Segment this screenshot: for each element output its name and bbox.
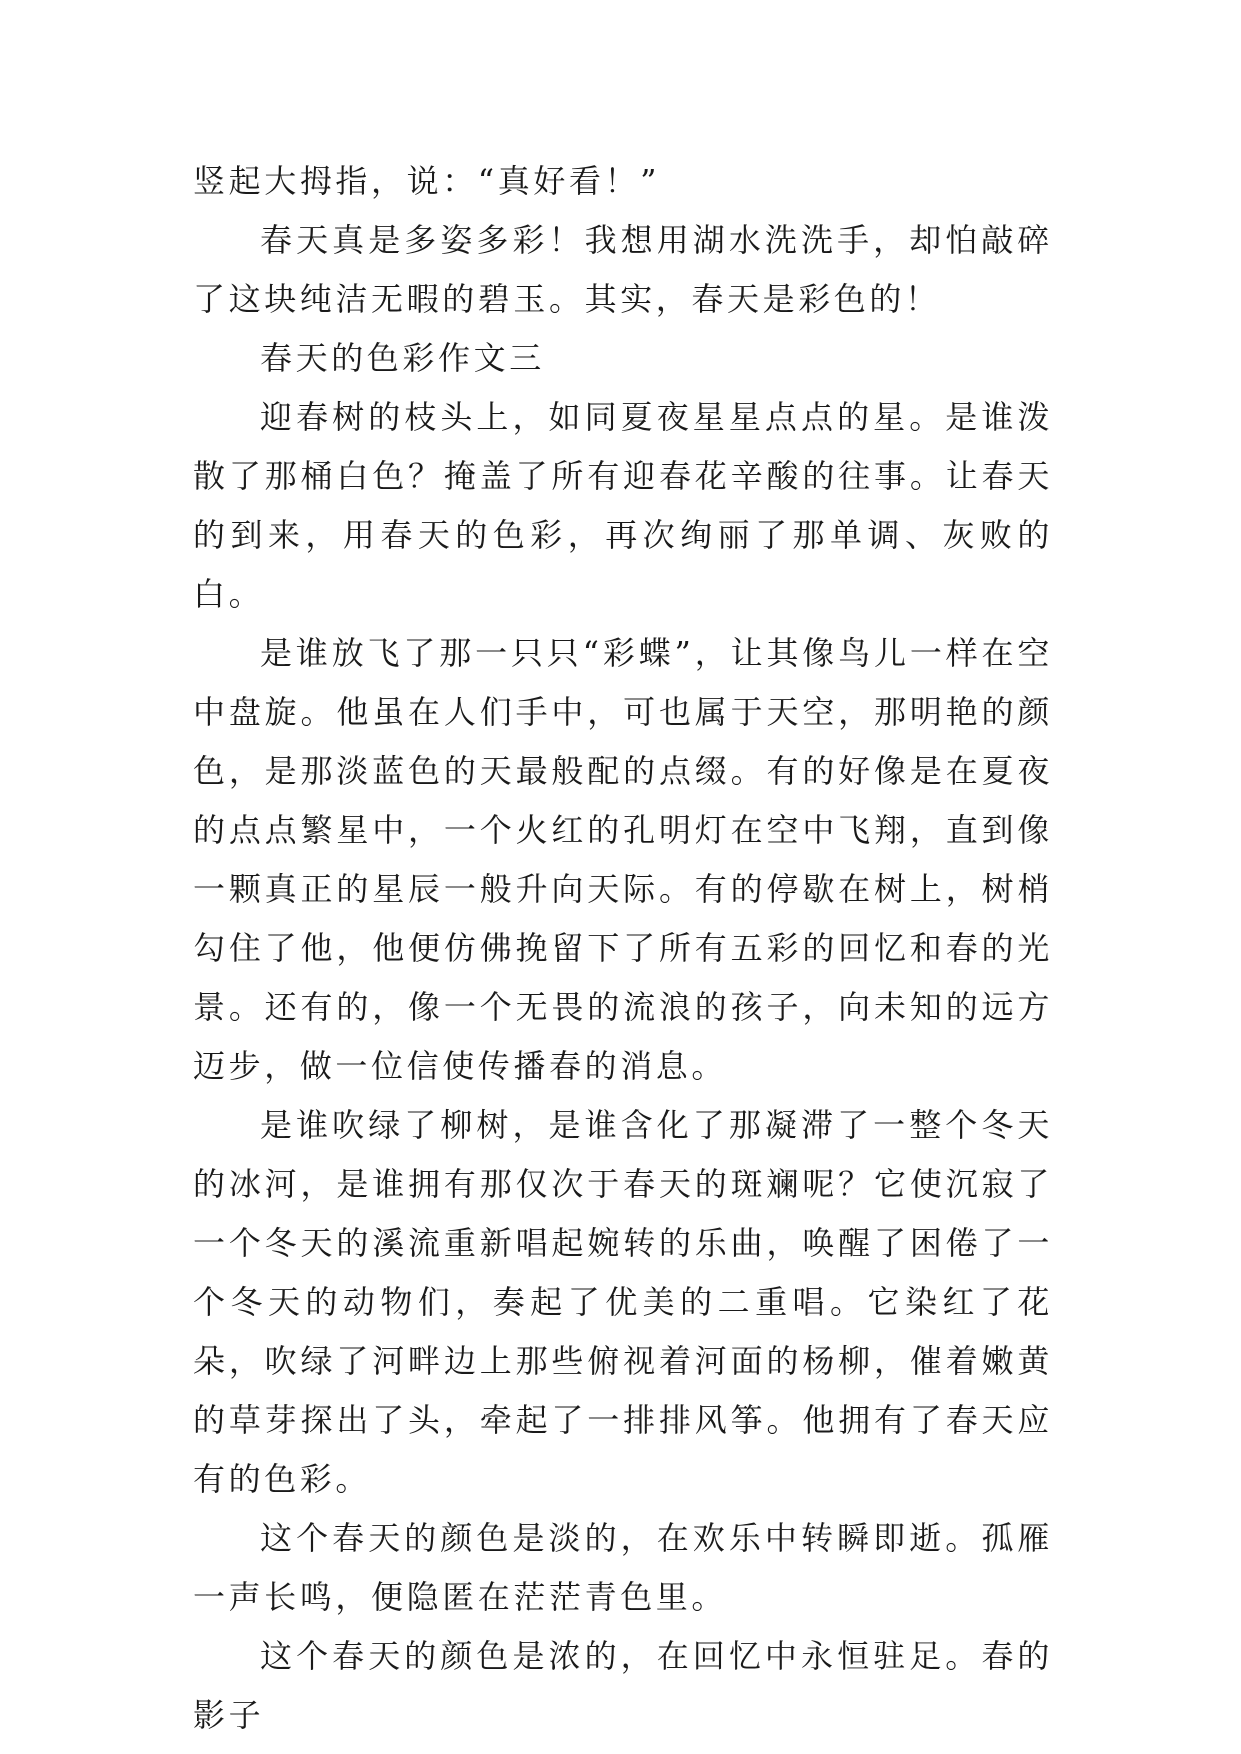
paragraph: 这个春天的颜色是浓的，在回忆中永恒驻足。春的影子 [193,1637,1053,1734]
paragraph: 春天真是多姿多彩！我想用湖水洗洗手，却怕敲碎了这块纯洁无暇的碧玉。其实，春天是彩色的！ [193,221,1053,318]
paragraph-continuation: 竖起大拇指，说：“真好看！” [193,162,661,200]
section-heading: 春天的色彩作文三 [260,339,545,377]
paragraph: 是谁放飞了那一只只“彩蝶”，让其像鸟儿一样在空中盘旋。他虽在人们手中，可也属于天空，那明艳的颜色，是那淡蓝色的天最般配的点缀。有的好像是在夏夜的点点繁星中，一个火红的孔明灯在空中飞翔，直到像一颗真正的星辰一般升向天际。有的停歇在树上，树梢勾住了他，他便仿佛挽留下了所有五彩的回忆和春的光景。还有的，像一个无畏的流浪的孩子，向未知的远方迈步，做一位信使传播春的消息。 [193,634,1053,1085]
paragraph: 迎春树的枝头上，如同夏夜星星点点的星。是谁泼散了那桶白色？掩盖了所有迎春花辛酸的往事。让春天的到来，用春天的色彩，再次绚丽了那单调、灰败的白。 [193,398,1053,613]
essay-body [193,152,1053,1745]
paragraph: 这个春天的颜色是淡的，在欢乐中转瞬即逝。孤雁一声长鸣，便隐匿在茫茫青色里。 [193,1519,1053,1616]
paragraph: 是谁吹绿了柳树，是谁含化了那凝滞了一整个冬天的冰河，是谁拥有那仅次于春天的斑斓呢？它使沉寂了一个冬天的溪流重新唱起婉转的乐曲，唤醒了困倦了一个冬天的动物们，奏起了优美的二重唱。它染红了花朵，吹绿了河畔边上那些俯视着河面的杨柳，催着嫩黄的草芽探出了头，牵起了一排排风筝。他拥有了春天应有的色彩。 [193,1106,1053,1498]
